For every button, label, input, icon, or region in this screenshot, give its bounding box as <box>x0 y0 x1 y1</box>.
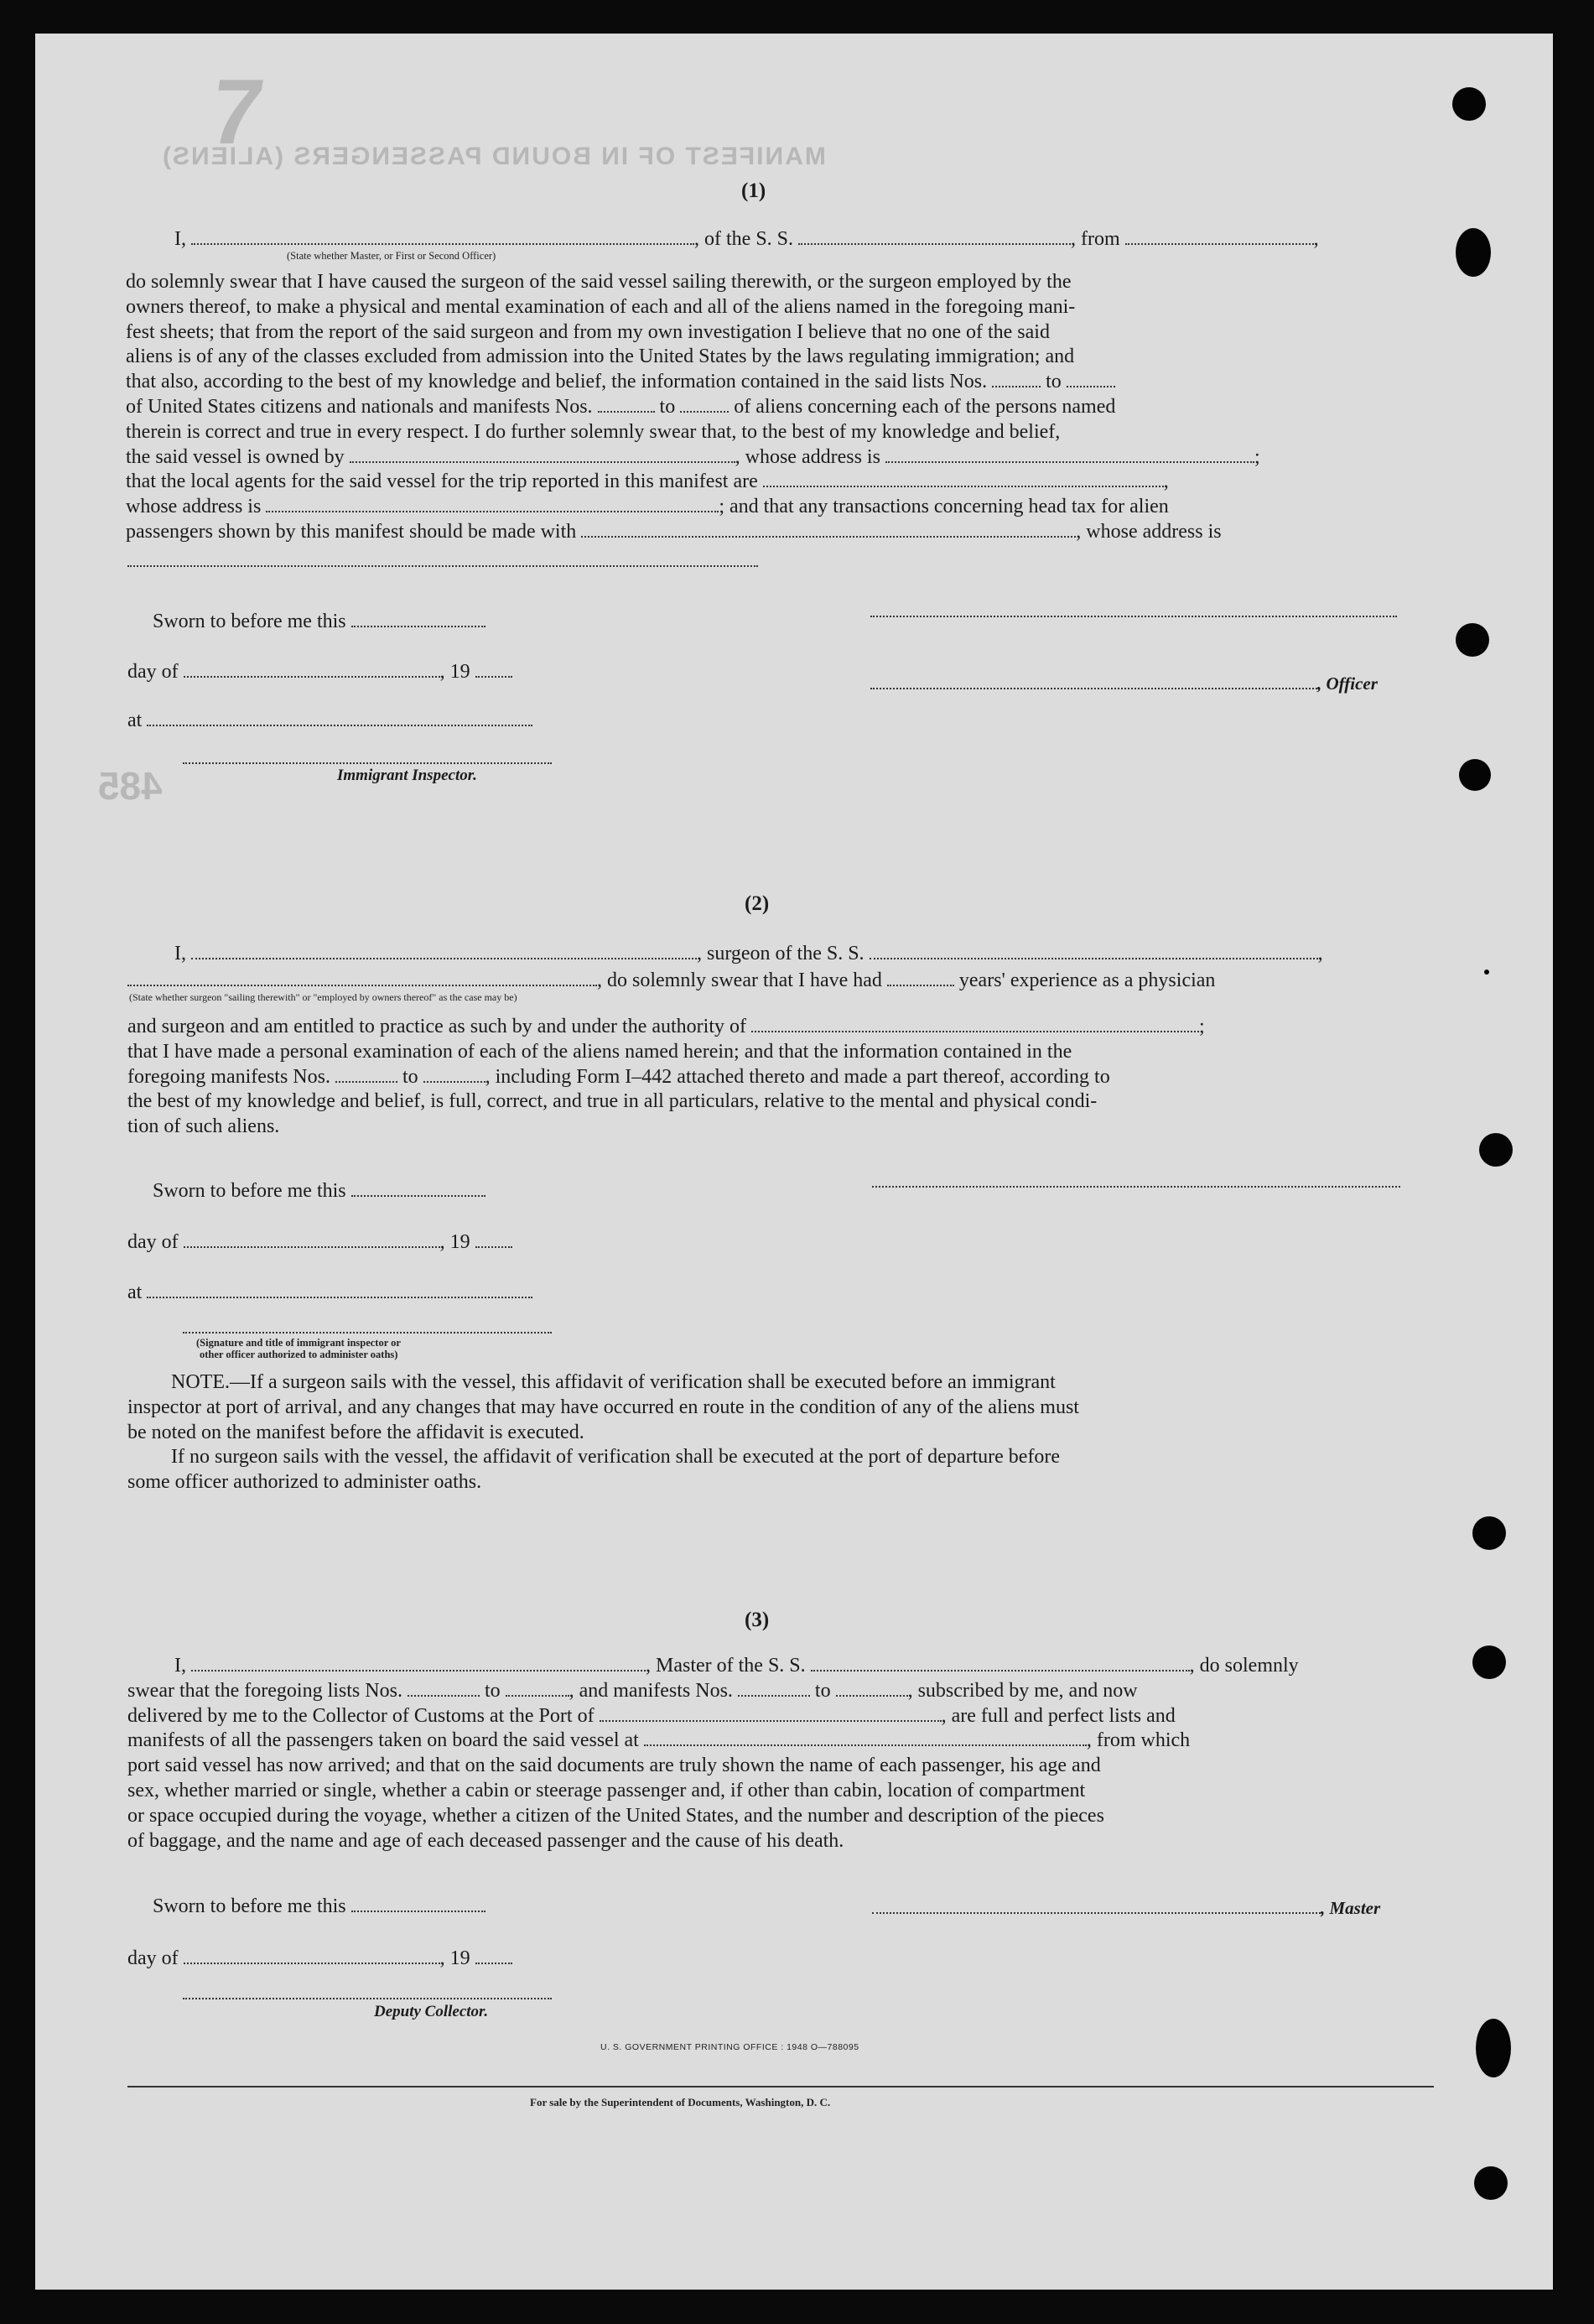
s1-at-blank[interactable] <box>147 724 532 726</box>
s3-l3a: manifests of all the passengers taken on board the said vessel at <box>127 1729 639 1752</box>
s3-lists-from-blank[interactable] <box>408 1694 480 1697</box>
s3-l2a: delivered by me to the Collector of Customs at the Port of <box>127 1704 595 1727</box>
bleed-through-stamp: 485 <box>98 764 163 808</box>
s1-text-line: owners thereof, to make a physical and mental examination of each and all of the aliens named in the foregoing mani- <box>126 295 1076 318</box>
s2-note-line <box>127 1445 1441 1470</box>
s2-line-i <box>174 941 1323 966</box>
s1-vessel-blank[interactable] <box>798 242 1071 245</box>
punch-hole <box>1476 2019 1511 2077</box>
punch-hole <box>1456 623 1489 657</box>
punch-hole <box>1452 87 1486 121</box>
s3-port-blank[interactable] <box>600 1719 942 1722</box>
section-2-number: (2) <box>745 892 770 915</box>
s3-l1b: to <box>484 1679 501 1702</box>
s1-l8a: the said vessel is owned by <box>126 445 345 468</box>
s1-dayof-label: day of <box>127 661 179 683</box>
s1-officer-signature-blank[interactable] <box>870 687 1317 689</box>
s2-surgeon-status-blank[interactable] <box>127 984 597 986</box>
gpo-imprint: U. S. GOVERNMENT PRINTING OFFICE : 1948 O—788095 <box>600 2042 859 2052</box>
s2-swear: , do solemnly swear that I have had <box>597 970 882 991</box>
s3-text-line: port said vessel has now arrived; and that on the said documents are truly shown the name of each passenger, his age and <box>127 1755 1101 1777</box>
s2-note1: NOTE.—If a surgeon sails with the vessel, this affidavit of verification shall be executed before an immigrant <box>171 1371 1056 1393</box>
s3-month-blank[interactable] <box>184 1962 440 1964</box>
s2-years-blank[interactable] <box>887 984 954 986</box>
s2-note-line <box>127 1370 1441 1396</box>
bleed-through-number: 7 <box>204 60 270 164</box>
s1-l10a: whose address is <box>126 496 262 518</box>
s1-owner-blank[interactable] <box>350 460 735 463</box>
s3-text-line <box>127 1704 1441 1729</box>
bleed-through-heading: MANIFEST OF IN BOUND PASSENGERS (ALIENS) <box>161 143 826 170</box>
s1-headtax-address-blank[interactable] <box>127 565 758 567</box>
s1-of-ss: , of the S. S. <box>694 228 794 250</box>
punch-hole <box>1456 228 1491 277</box>
s2-text-line: the best of my knowledge and belief, is full, correct, and true in all particulars, relative to the mental and physical condi- <box>127 1090 1098 1113</box>
s1-sworn-date-blank[interactable] <box>351 625 485 627</box>
s3-lists-to-blank[interactable] <box>506 1694 569 1697</box>
footer-rule <box>127 2086 1434 2087</box>
s1-text-line <box>126 370 1434 395</box>
s3-manifests-to-blank[interactable] <box>836 1694 908 1697</box>
s1-l6c: of aliens concerning each of the persons named <box>734 395 1116 418</box>
s2-sworn-date-blank[interactable] <box>351 1194 485 1197</box>
s3-text-line: sex, whether married or single, whether a cabin or steerage passenger and, if other than cabin, location of compartment <box>127 1779 1086 1801</box>
s1-l5b: to <box>1046 371 1062 393</box>
s3-master-signature <box>872 1895 1380 1921</box>
s2-i: I, <box>174 943 186 964</box>
s1-text-line <box>126 470 1434 495</box>
s1-oath-paragraph <box>126 270 1434 545</box>
s2-authority-blank[interactable] <box>751 1030 1199 1032</box>
s3-do-solemnly: , do solemnly <box>1189 1655 1299 1677</box>
s2-note-paragraph <box>127 1370 1441 1495</box>
s1-text-line: fest sheets; that from the report of the said surgeon and from my own investigation I believe that no one of the said <box>126 320 1050 343</box>
s1-text-line: therein is correct and true in every respect. I do further solemnly swear that, to the best of my knowledge and belief, <box>126 420 1061 443</box>
s2-line-swear <box>127 968 1215 993</box>
s2-signature-line[interactable] <box>183 1332 552 1334</box>
s3-deputy-signature-line[interactable] <box>183 1998 552 1999</box>
punch-hole <box>1459 759 1491 791</box>
s2-text-line <box>127 1065 1441 1090</box>
s1-from: , from <box>1071 228 1120 250</box>
s2-l3b: to <box>402 1065 418 1088</box>
s1-year-label: , 19 <box>439 661 470 683</box>
s3-l3b: , from which <box>1086 1729 1191 1752</box>
s2-l3a: foregoing manifests Nos. <box>127 1065 330 1088</box>
s3-text-line <box>127 1679 1441 1704</box>
s1-l11a: passengers shown by this manifest should be made with <box>126 520 577 543</box>
punch-hole <box>1479 1133 1513 1167</box>
s1-comma: , <box>1313 228 1319 250</box>
s2-month-blank[interactable] <box>184 1245 440 1248</box>
s1-l11b: , whose address is <box>1076 520 1222 543</box>
s3-text-line <box>127 1654 1441 1679</box>
s1-officer-signature <box>870 671 1378 696</box>
manifest-back-page <box>35 34 1553 2290</box>
s1-sworn <box>153 609 485 634</box>
s1-agents-address-blank[interactable] <box>266 510 719 512</box>
s1-i: I, <box>174 228 186 250</box>
s2-at-blank[interactable] <box>147 1296 532 1298</box>
s3-master-name-blank[interactable] <box>191 1669 646 1672</box>
s2-year-blank[interactable] <box>475 1245 512 1248</box>
s3-text-line: of baggage, and the name and age of each deceased passenger and the cause of his death. <box>127 1829 844 1852</box>
s3-master-of: , Master of the S. S. <box>646 1655 806 1677</box>
s1-officer-note: (State whether Master, or First or Second Officer) <box>287 250 496 262</box>
s3-master-signature-blank[interactable] <box>872 1911 1321 1914</box>
punch-hole <box>1472 1646 1506 1679</box>
s1-manifests-to-blank[interactable] <box>680 410 729 413</box>
s1-l6a: of United States citizens and nationals and manifests Nos. <box>126 395 593 418</box>
s1-inspector-caption: Immigrant Inspector. <box>337 767 477 784</box>
s2-sworn-label: Sworn to before me this <box>153 1180 346 1202</box>
s2-at <box>127 1280 532 1305</box>
punch-hole <box>1474 2166 1508 2200</box>
s3-vessel-blank[interactable] <box>811 1669 1190 1672</box>
s3-sworn-date-blank[interactable] <box>351 1910 485 1912</box>
s1-text-line <box>126 520 1434 545</box>
punch-hole <box>1472 1516 1506 1550</box>
s2-surgeon-name-blank[interactable] <box>191 957 697 959</box>
s2-text-line <box>127 1015 1441 1040</box>
s3-manifests-from-blank[interactable] <box>738 1694 810 1697</box>
s2-sworn <box>153 1178 485 1204</box>
s1-text-line <box>126 395 1434 420</box>
s2-text-line: that I have made a personal examination of each of the aliens named herein; and that the information contained in the <box>127 1040 1072 1063</box>
s2-vessel-blank[interactable] <box>870 957 1318 959</box>
s2-surgeon-note: (State whether surgeon "sailing therewith" or "employed by owners thereof" as the case may be) <box>129 991 517 1003</box>
s2-manifests-from-blank[interactable] <box>335 1080 397 1083</box>
s1-l5a: that also, according to the best of my knowledge and belief, the information contained in the said lists Nos. <box>126 371 988 393</box>
s3-i: I, <box>174 1655 186 1677</box>
s3-dayof-label: day of <box>127 1947 179 1969</box>
s3-year-blank[interactable] <box>475 1962 512 1964</box>
section-1-number: (1) <box>741 179 766 202</box>
s3-sworn-label: Sworn to before me this <box>153 1895 346 1917</box>
s1-text-line: do solemnly swear that I have caused the surgeon of the said vessel sailing therewith, or the surgeon employed by the <box>126 271 1072 293</box>
s1-officer-caption: , Officer <box>1317 673 1378 694</box>
s3-l1c: , and manifests Nos. <box>569 1679 733 1702</box>
s2-at-label: at <box>127 1282 143 1303</box>
s1-text-line <box>126 495 1434 520</box>
s3-dayof <box>127 1946 512 1971</box>
s1-at-label: at <box>127 710 143 731</box>
s3-master-caption: , Master <box>1321 1898 1381 1918</box>
s3-year-label: , 19 <box>439 1947 470 1969</box>
s1-dayof <box>127 659 512 684</box>
s3-deputy-caption: Deputy Collector. <box>374 2003 489 2020</box>
s1-headtax-blank[interactable] <box>581 535 1076 538</box>
s3-text-line: or space occupied during the voyage, whether a citizen of the United States, and the number and description of the pieces <box>127 1804 1104 1827</box>
s2-sig-note-1: (Signature and title of immigrant inspector or <box>196 1337 401 1349</box>
s2-note-line: some officer authorized to administer oaths. <box>127 1471 482 1494</box>
s1-from-blank[interactable] <box>1125 242 1314 245</box>
s1-text-line: aliens is of any of the classes excluded from admission into the United States by the laws regulating immigration; and <box>126 346 1075 368</box>
s1-lists-to-blank[interactable] <box>1067 385 1115 387</box>
s3-l2b: , are full and perfect lists and <box>941 1704 1176 1727</box>
s1-agents-blank[interactable] <box>763 485 1164 487</box>
s1-officer-name-blank[interactable] <box>191 242 694 245</box>
s2-sig-note-2: other officer authorized to administer oaths) <box>200 1349 398 1360</box>
s1-year-blank[interactable] <box>475 675 512 678</box>
section-3-number: (3) <box>745 1609 770 1631</box>
s2-l1b: ; <box>1199 1016 1205 1037</box>
s3-sworn <box>153 1894 485 1919</box>
s1-inspector-signature-line[interactable] <box>183 762 552 764</box>
s3-oath-paragraph <box>127 1654 1441 1853</box>
s1-text-line <box>126 445 1434 471</box>
punch-hole <box>1484 970 1489 975</box>
s1-l9b: , <box>1163 471 1169 493</box>
s3-boarding-port-blank[interactable] <box>644 1744 1087 1746</box>
s2-manifests-to-blank[interactable] <box>423 1080 485 1083</box>
s3-text-line <box>127 1729 1441 1754</box>
s2-year-label: , 19 <box>439 1231 470 1253</box>
s2-comma: , <box>1317 943 1323 964</box>
s2-note4: If no surgeon sails with the vessel, the affidavit of verification shall be executed at the port of departure before <box>171 1446 1061 1469</box>
s1-lists-from-blank[interactable] <box>992 385 1041 387</box>
s2-oath-paragraph <box>127 1015 1441 1140</box>
s1-l8c: ; <box>1254 445 1260 468</box>
s1-owner-address-blank[interactable] <box>885 460 1254 463</box>
s2-text-line: tion of such aliens. <box>127 1115 280 1138</box>
s1-officer-signature-line-1[interactable] <box>870 616 1397 617</box>
s1-l9a: that the local agents for the said vessel for the trip reported in this manifest are <box>126 471 758 493</box>
s1-month-blank[interactable] <box>184 675 440 678</box>
s2-dayof-label: day of <box>127 1231 179 1253</box>
s3-l1d: to <box>814 1679 831 1702</box>
s1-at <box>127 708 532 733</box>
sale-notice: For sale by the Superintendent of Documents, Washington, D. C. <box>530 2096 831 2108</box>
s2-l3c: , including Form I–442 attached thereto and made a part thereof, according to <box>485 1065 1110 1088</box>
s1-l6b: to <box>659 395 676 418</box>
s2-note-line: inspector at port of arrival, and any changes that may have occurred en route in the condition of any of the aliens must <box>127 1396 1079 1418</box>
s2-surgeon-of: , surgeon of the S. S. <box>697 943 864 964</box>
s1-l8b: , whose address is <box>735 445 880 468</box>
s3-l1a: swear that the foregoing lists Nos. <box>127 1679 402 1702</box>
s2-signature-line-right[interactable] <box>872 1186 1400 1188</box>
s2-note-line: be noted on the manifest before the affidavit is executed. <box>127 1421 584 1443</box>
s3-l1e: , subscribed by me, and now <box>907 1679 1138 1702</box>
s1-manifests-from-blank[interactable] <box>598 410 655 413</box>
s1-l10b: ; and that any transactions concerning head tax for alien <box>719 496 1169 518</box>
s2-l1a: and surgeon and am entitled to practice as such by and under the authority of <box>127 1016 746 1037</box>
s1-line-i <box>174 226 1319 252</box>
s1-sworn-label: Sworn to before me this <box>153 611 346 632</box>
s2-years: years' experience as a physician <box>958 970 1216 991</box>
s2-dayof <box>127 1230 512 1255</box>
